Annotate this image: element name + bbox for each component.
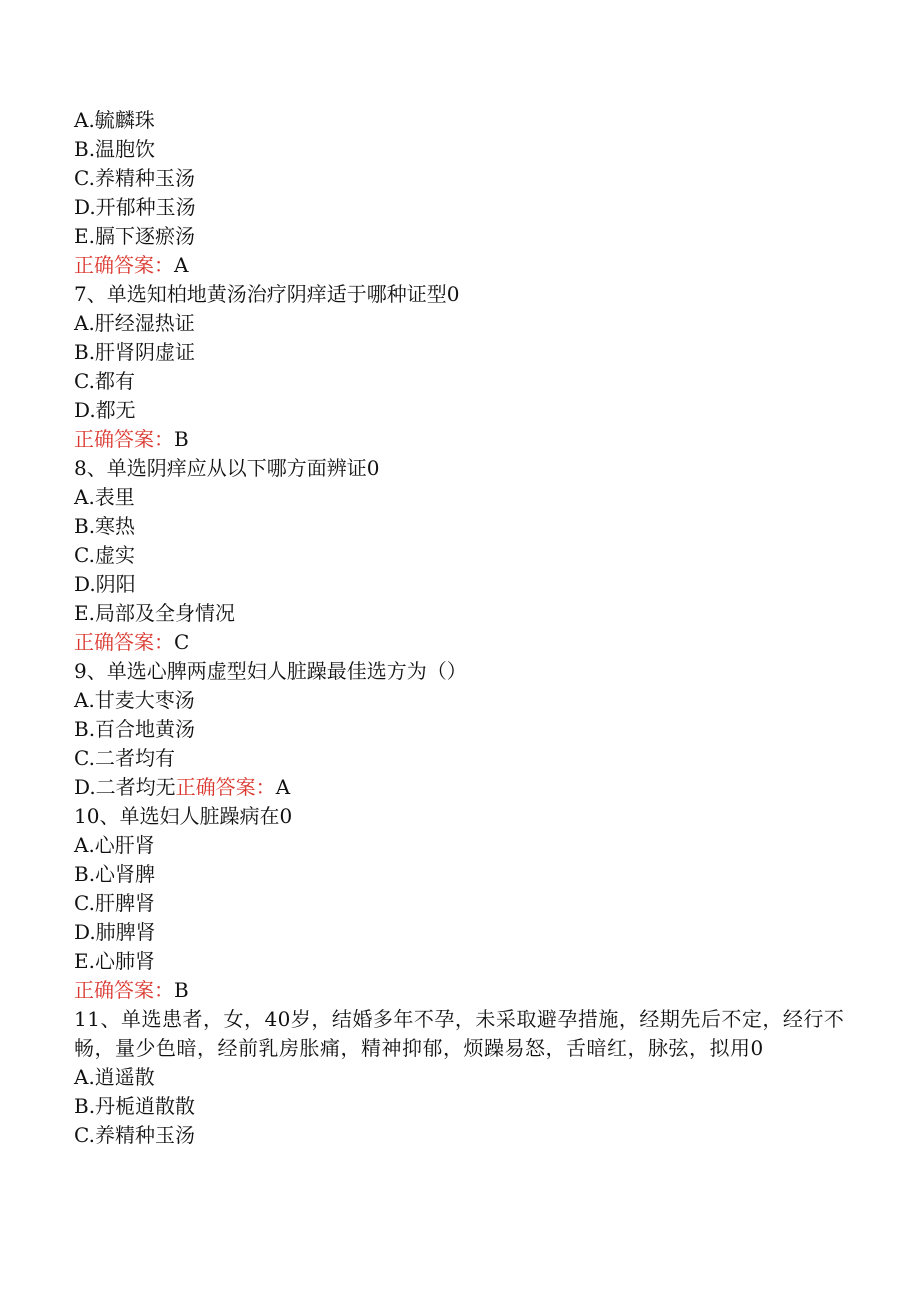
q9-stem: 9、单选心脾两虚型妇人脏躁最佳选方为（） [74, 659, 467, 683]
q7-answer-label: 正确答案： [74, 427, 174, 451]
q10-option-b: B.心肾脾 [74, 862, 156, 886]
q10-answer-value: B [174, 978, 189, 1002]
q6-option-d: D.开郁种玉汤 [74, 195, 196, 219]
q10-option-d: D.肺脾肾 [74, 920, 156, 944]
q8-option-e: E.局部及全身情况 [74, 601, 235, 625]
q6-answer [74, 251, 854, 280]
q8-option-c: C.虚实 [74, 543, 135, 567]
q8-answer-label: 正确答案： [74, 630, 174, 654]
q8-stem: 8、单选阴痒应从以下哪方面辨证0 [74, 456, 380, 480]
q9-option-d-with-answer [74, 773, 854, 802]
q9-option-a: A.甘麦大枣汤 [74, 688, 195, 712]
q6-option-e: E.膈下逐瘀汤 [74, 224, 195, 248]
q10-option-c: C.肝脾肾 [74, 891, 155, 915]
q9-option-b: B.百合地黄汤 [74, 717, 196, 741]
q11-option-c: C.养精种玉汤 [74, 1123, 195, 1147]
q8-answer [74, 628, 854, 657]
q7-stem: 7、单选知柏地黄汤治疗阴痒适于哪种证型0 [74, 282, 460, 306]
q9-answer-value: A [275, 775, 291, 799]
q6-option-c: C.养精种玉汤 [74, 166, 195, 190]
q11-stem: 11、单选患者，女，40岁，结婚多年不孕，未采取避孕措施，经期先后不定，经行不畅，量少色暗，经前乳房胀痛，精神抑郁，烦躁易怒，舌暗红，脉弦，拟用0 [74, 1007, 845, 1060]
q7-answer-value: B [174, 427, 189, 451]
q11-option-a: A.逍遥散 [74, 1065, 155, 1089]
q7-option-c: C.都有 [74, 369, 135, 393]
q8-option-b: B.寒热 [74, 514, 136, 538]
q9-option-c: C.二者均有 [74, 746, 175, 770]
q8-answer-value: C [174, 630, 190, 654]
q9-answer-label: 正确答案： [175, 775, 276, 799]
q10-option-e: E.心肺肾 [74, 949, 155, 973]
q8-option-d: D.阴阳 [74, 572, 136, 596]
q6-answer-value: A [174, 253, 189, 277]
document-page [74, 106, 854, 1150]
q6-option-b: B.温胞饮 [74, 137, 156, 161]
q6-option-a: A.毓麟珠 [74, 108, 155, 132]
q10-answer [74, 976, 854, 1005]
q7-answer [74, 425, 854, 454]
q8-option-a: A.表里 [74, 485, 135, 509]
q7-option-a: A.肝经湿热证 [74, 311, 195, 335]
q7-option-b: B.肝肾阴虚证 [74, 340, 196, 364]
q9-option-d: D.二者均无 [74, 775, 176, 799]
q11-option-b: B.丹栀逍散散 [74, 1094, 196, 1118]
q7-option-d: D.都无 [74, 398, 136, 422]
q10-answer-label: 正确答案： [74, 978, 174, 1002]
q10-stem: 10、单选妇人脏躁病在0 [74, 804, 293, 828]
q10-option-a: A.心肝肾 [74, 833, 155, 857]
q6-answer-label: 正确答案： [74, 253, 174, 277]
